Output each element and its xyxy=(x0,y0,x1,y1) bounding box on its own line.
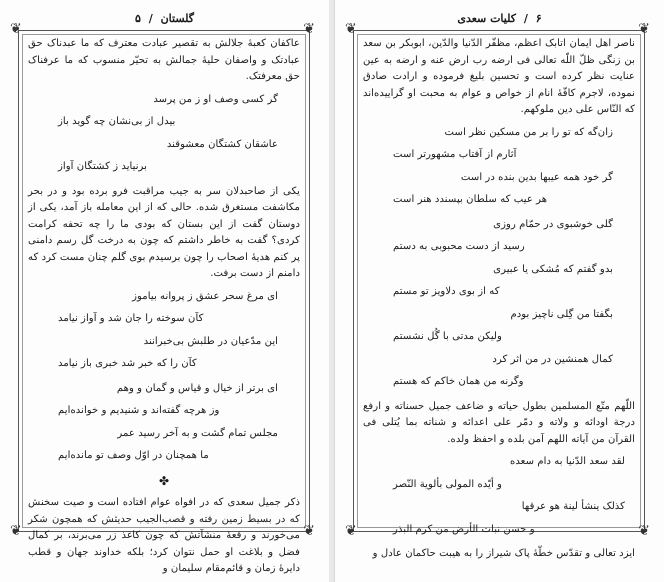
verse-line: کآن سوخته را جان شد و آواز نیامد xyxy=(58,313,204,324)
verse-line: گر خود همه عیبها بدین بنده در است xyxy=(460,171,613,183)
verse-block xyxy=(28,92,300,176)
verse-line: زان‌گه که تو را بر من مسکین نظر است xyxy=(444,126,613,138)
corner-ornament-icon: ❦ xyxy=(303,523,315,539)
page-header: ۶ / کلیات سعدی xyxy=(457,12,542,25)
page-title: گلستان xyxy=(160,12,195,25)
paragraph: اللّهم متّع المسلمین بطول حیاته و ضاعف جمیل حسناته و ارفع درجة اودائه و ولاته و دمّر علی اعدائه و شناته بما یُتلی فی القرآن من آیاته اللهم آمن بلده و احفظ ولده. xyxy=(363,400,635,445)
page-text xyxy=(28,36,300,574)
corner-ornament-icon: ❦ xyxy=(10,21,22,37)
verse-line: وگرنه من همان خاکم که هستم xyxy=(393,376,524,387)
paragraph: عاکفان کعبهٔ جلالش به تقصیر عبادت معترف که ما عبدناک حق عبادتک و واصفان حلیهٔ جمالش به تحیّر منسوب که ما عرفناک حق معرفتک. xyxy=(28,38,300,82)
verse-line: وز هرچه گفته‌اند و شنیدیم و خوانده‌ایم xyxy=(58,405,220,416)
verse-line: گلی خوشبوی در حمّام روزی xyxy=(493,218,613,230)
verse-line: عاشقان کشتگان معشوقند xyxy=(166,138,278,150)
verse-line: لقد سعد الدّنیا به دام سعده xyxy=(510,456,625,467)
verse-line: گر کسی وصف او ز من پرسد xyxy=(153,93,278,105)
corner-ornament-icon: ❦ xyxy=(638,523,650,539)
left-page xyxy=(0,0,330,582)
verse-line: بیدل از بی‌نشان چه گوید باز xyxy=(58,116,176,127)
paragraph: ناصر اهل ایمان اتابک اعظم، مظفّر الدّنیا والدّین، ابوبکر بن سعد بن زنگی ظلّ اللّه تعالی فی ارضه رب ارض عنه و ارضه به عین عنایت نظر کرده است و تحسین بلیغ فرموده و ارادت صادق نموده، لاجرم کافّهٔ انام از خواص و عوام به محبت او گراییده‌اند که النّاس علی دین ملوکهم. xyxy=(363,38,635,115)
verse-block xyxy=(363,217,635,391)
verse-line: کآن را که خبر شد خبری باز نیامد xyxy=(58,358,197,369)
paragraph: یکی از صاحبدلان سر به جیب مراقبت فرو برده بود و در بحر مکاشفت مستغرق شده. حالی که از این معامله باز آمد، یکی از دوستان گفت از این بستان که بودی ما را چه تحفه کرامت کردی؟ گفت به خاطر داشتم که چون به درخت گل رسم دامنی پر کنم هدیهٔ اصحاب را چون برسیدم بوی گلم چنان مست کرد که دامنم از دست برفت. xyxy=(28,185,300,279)
page-number: ۶ xyxy=(535,12,542,25)
verse-line: که از بوی دلاویز تو مستم xyxy=(393,286,500,297)
verse-block xyxy=(363,454,635,538)
verse-block xyxy=(28,289,300,373)
verse-line: و حسن نبات الأرض من کرم البذر xyxy=(393,523,535,535)
verse-line: ای برتر از خیال و قیاس و گمان و وهم xyxy=(116,382,278,394)
page-title: کلیات سعدی xyxy=(457,12,516,25)
corner-ornament-icon: ❦ xyxy=(10,523,22,539)
verse-line: کذلک ینشأ لینة هو عرقها xyxy=(521,501,625,512)
paragraph: ایزد تعالی و تقدّس خطّهٔ پاک شیراز را به هیبت حاکمان عادل و xyxy=(372,548,635,559)
corner-ornament-icon: ❦ xyxy=(345,21,357,37)
verse-line: آثارم از آفتاب مشهورتر است xyxy=(393,149,517,160)
verse-line: کمال همنشین در من اثر کرد xyxy=(492,353,613,365)
page-number: ۵ xyxy=(134,12,141,25)
verse-block xyxy=(363,125,635,209)
verse-line: هر عیب که سلطان بپسندد هنر است xyxy=(393,194,548,205)
corner-ornament-icon: ❦ xyxy=(303,21,315,37)
verse-line: و أیّده المولی بألویة النّصر xyxy=(393,478,502,490)
paragraph: ذکر جمیل سعدی که در افواه عوام افتاده است و صیت سخنش که در بسیط زمین رفته و قصب‌الجیب حدیثش که همچون شکر می‌خورند و رقعهٔ منشآتش که چون کاغذ زر می‌برند، بر کمال فضل و بلاغت او حمل نتوان کرد؛ بلکه خداوند جهان و قطب دایرهٔ زمان و قائم‌مقام سلیمان و xyxy=(28,497,300,574)
page-text xyxy=(363,36,635,559)
verse-line: مجلس تمام گشت و به آخر رسید عمر xyxy=(117,427,278,439)
right-page xyxy=(334,0,664,582)
verse-line: بگفتا من گِلی ناچیز بودم xyxy=(510,308,613,320)
section-divider-icon: ✤ xyxy=(158,473,170,488)
verse-line: ما همچنان در اوّل وصف تو مانده‌ایم xyxy=(58,450,209,461)
verse-line: بدو گفتم که مُشکی یا عبیری xyxy=(493,263,613,275)
verse-line: رسید از دست محبوبی به دستم xyxy=(393,241,525,252)
verse-line: ای مرغ سحر عشق ز پروانه بیاموز xyxy=(132,290,278,302)
verse-line: برنیاید ز کشتگان آواز xyxy=(58,161,148,172)
verse-block xyxy=(28,381,300,465)
corner-ornament-icon: ❦ xyxy=(345,523,357,539)
verse-line: ولیکن مدتی با گُل نشستم xyxy=(393,331,502,342)
verse-line: این مدّعیان در طلبش بی‌خبرانند xyxy=(143,335,278,347)
page-header: گلستان / ۵ xyxy=(134,12,195,25)
corner-ornament-icon: ❦ xyxy=(638,21,650,37)
